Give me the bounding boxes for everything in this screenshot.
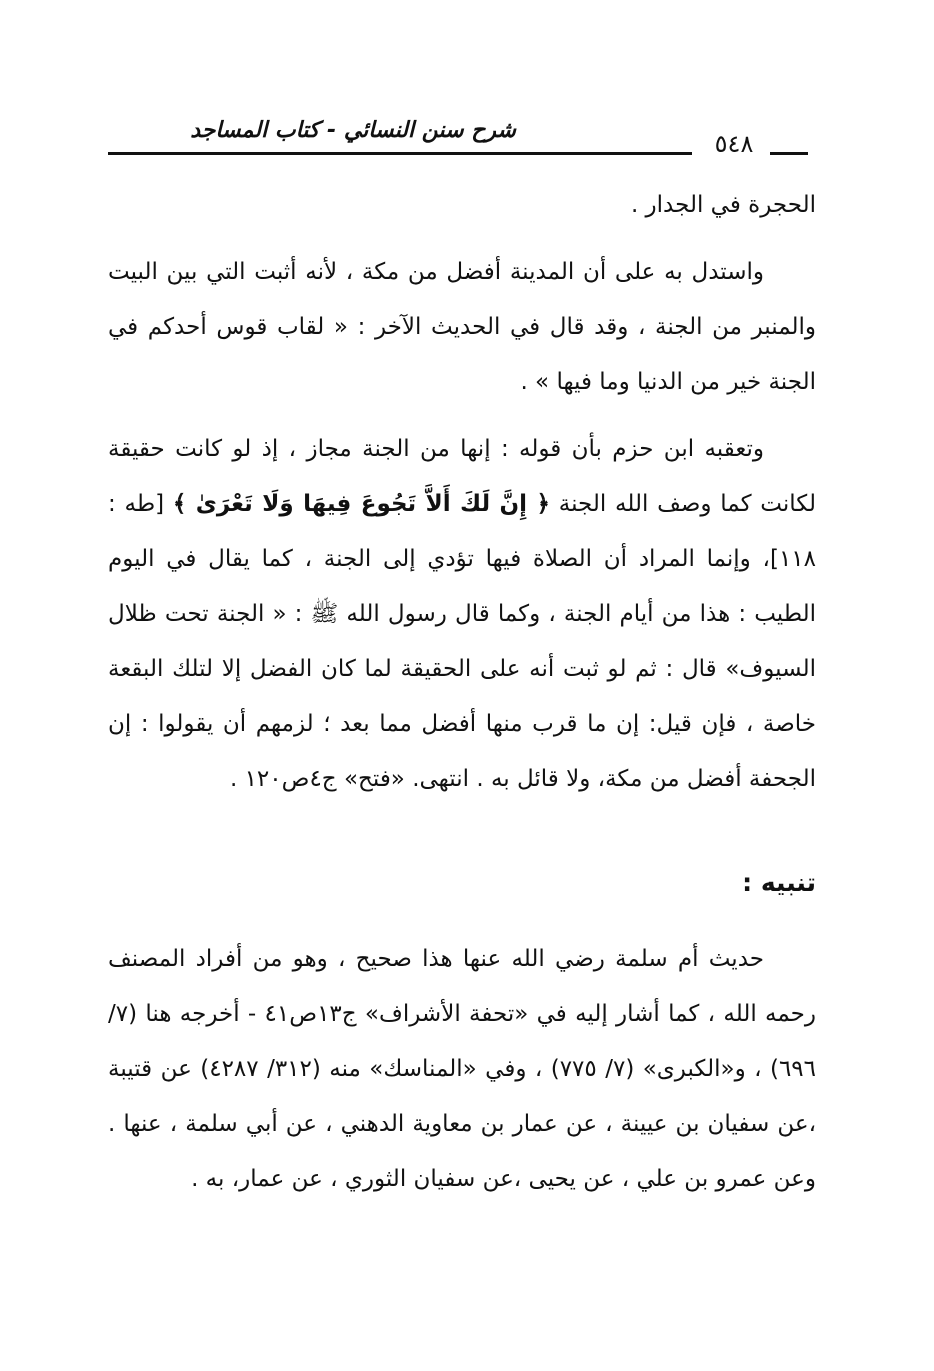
quran-verse: ﴿ إِنَّ لَكَ أَلاَّ تَجُوعَ فِيهَا وَلَا تَعْرَىٰ ﴾ [172, 491, 550, 517]
paragraph-continuation: الحجرة في الجدار . [630, 192, 816, 218]
section-heading: تنبيه : [742, 868, 816, 897]
header-rule [108, 152, 692, 155]
section-text [108, 932, 816, 1207]
paragraph-istidlal: واستدل به على أن المدينة أفضل من مكة ، لأنه أثبت التي بين البيت والمنبر من الجنة ، وقد قال في الحديث الآخر : « لقاب قوس أحدكم في الجنة خير من الدنيا وما فيها » . [108, 259, 816, 395]
page-header [108, 112, 816, 164]
paragraph-tanbih: حديث أم سلمة رضي الله عنها هذا صحيح ، وهو من أفراد المصنف رحمه الله ، كما أشار إليه في «تحفة الأشراف» ج١٣ص٤١ - أخرجه هنا (٧/ ٦٩٦) ، و«الكبرى» (٧/ ٧٧٥) ، وفي «المناسك» منه (٣١٢/ ٤٢٨٧) عن قتيبة ،عن سفيان بن عيينة ، عن عمار بن معاوية الدهني ، عن أبي سلمة ، عنها . وعن عمرو بن علي ، عن يحيى ،عن سفيان الثوري ، عن عمار، به . [108, 946, 817, 1192]
running-title: شرح سنن النسائي - كتاب المساجد [190, 118, 516, 143]
main-text [108, 178, 816, 807]
page-number: ٥٤٨ [714, 130, 754, 158]
ibn-hazm-text-continued: [طه : ١١٨]، وإنما المراد أن الصلاة فيها تؤدي إلى الجنة ، كما يقال في اليوم الطيب : هذا من أيام الجنة ، وكما قال رسول الله ﷺ : « الجنة تحت ظلال السيوف» قال : ثم لو ثبت أنه على الحقيقة لما كان الفضل إلا لتلك البقعة خاصة ، فإن قيل: إن ما قرب منها أفضل مما بعد ؛ لزمهم أن يقولوا : إن الجحفة أفضل من مكة، ولا قائل به . انتهى. «فتح» ج٤ص١٢٠ . [108, 491, 816, 792]
ibn-hazm-text: وتعقبه ابن حزم بأن قوله : إنها من الجنة مجاز ، إذ لو كانت حقيقة لكانت كما وصف الله الجنة [108, 436, 816, 517]
paragraph-ibn-hazm [108, 422, 816, 807]
page-number-rule [770, 152, 808, 155]
